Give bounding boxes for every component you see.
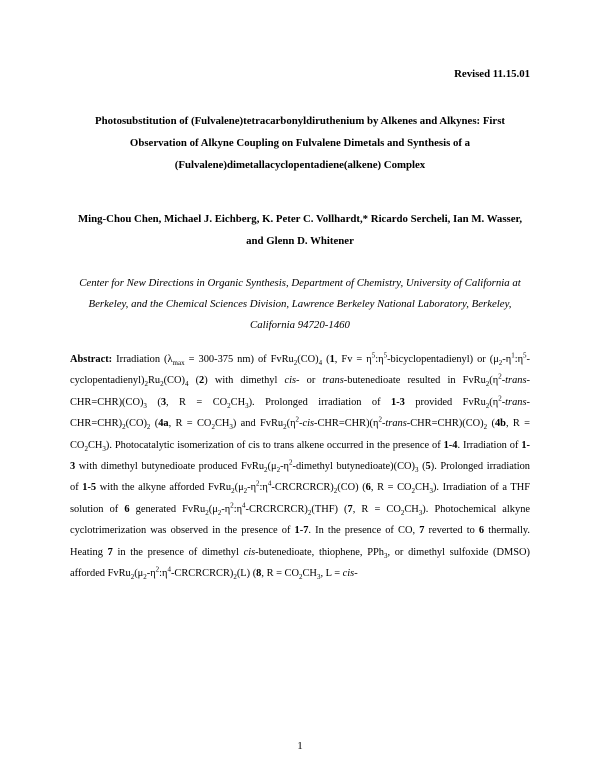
paper-title: Photosubstitution of (Fulvalene)tetracarbonyldiruthenium by Alkenes and Alkynes: First Observation of Alkyne Coupling on Fulvalene Dimetals and Synthesis of a (Fulvalene)dimetallacyclopentadiene(alkene) Complex	[94, 115, 505, 171]
author-list: Ming-Chou Chen, Michael J. Eichberg, K. Peter C. Vollhardt,* Ricardo Sercheli, Ian M. Wasser, and Glenn D. Whitener	[77, 213, 523, 247]
abstract-label: Abstract:	[70, 354, 113, 365]
page-number: 1	[297, 740, 303, 752]
revision-date: Revised 11.15.01	[454, 68, 530, 80]
affiliation: Center for New Directions in Organic Synthesis, Department of Chemistry, University of California at Berkeley, and the Chemical Sciences Division, Lawrence Berkeley National Laboratory, Berkeley, California 94720-1460	[79, 277, 521, 331]
abstract-paragraph: Abstract: Irradiation ($\lambda_{max} = 300-375$ nm) of $FvRu_2(CO)_4$ (1, $Fv = \eta^5:\eta^5-bicyclopentadienyl$) or $(\mu_2-\eta^1:\eta^5-cyclopentadienyl)_2Ru_2(CO)_4$ (2) with dimethyl cis- or trans-butenedioate resulted in $FvRu_2(\eta^2-trans-CHR=CHR)(CO)_3$ (3, $R = CO_2CH_3$). Prolonged irradiation of 1-3 provided $FvRu_2(\eta^2-trans-CHR=CHR)_2(CO)_2$ (4a, $R = CO_2CH_3$) and $FvRu_2(\eta^2-cis-CHR=CHR)(\eta^2-trans-CHR=CHR)(CO)_2$ (4b, $R = CO_2CH_3$). Photocatalytic isomerization of cis to trans alkene occurred in the presence of 1-4. Irradiation of 1-3 with dimethyl butynedioate produced $FvRu_2(\mu_2-\eta^2$-dimethyl $butynedioate)(CO)_3$ (5). Prolonged irradiation of 1-5 with the alkyne afforded $FvRu_2(\mu_2-\eta^2:\eta^4-CRCRCRCR)_2(CO)$ (6, $R = CO_2CH_3$). Irradiation of a THF solution of 6 generated $FvRu_2(\mu_2-\eta^2:\eta^4-CRCRCRCR)_2(THF)$ (7, $R = CO_2CH_3$). Photochemical alkyne cyclotrimerization was observed in the presence of 1-7. In the presence of CO, 7 reverted to 6 thermally. Heating 7 in the presence of dimethyl cis-butenedioate, thiophene, PPh$_3$, or dimethyl sulfoxide (DMSO) afforded $FvRu_2(\mu_2-\eta^2:\eta^4-CRCRCRCR)_2(L)$ (8, $R = CO_2CH_3$, L = cis-	[70, 351, 531, 582]
